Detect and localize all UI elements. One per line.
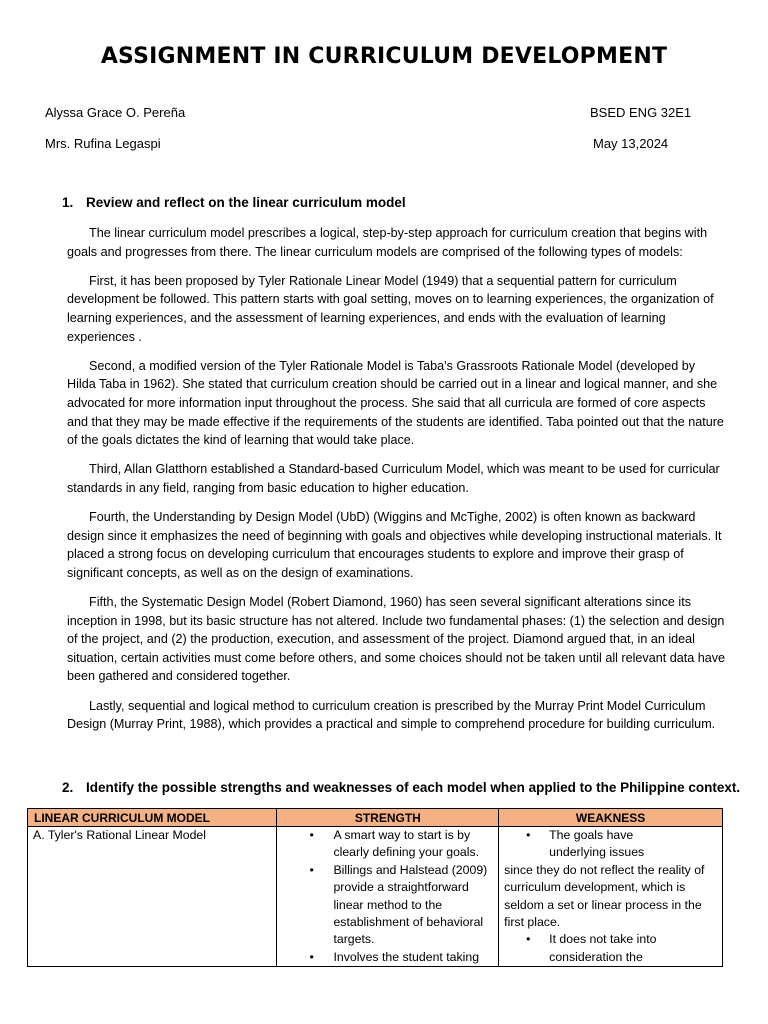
weakness-cell: [499, 827, 723, 967]
paragraph: First, it has been proposed by Tyler Rationale Linear Model (1949) that a sequential pattern for curriculum development be followed. This pattern starts with goal setting, moves on to learning experiences, the organization of learning experiences, and the assessment of learning experiences, and ends with the evaluation of learning experiences .: [67, 273, 714, 344]
column-header-model: LINEAR CURRICULUM MODEL: [28, 809, 277, 827]
weakness-list-more: [504, 931, 717, 966]
section-1-body: [67, 224, 727, 744]
weakness-item: • The goals have underlying issues: [504, 827, 717, 862]
paragraph: Lastly, sequential and logical method to curriculum creation is prescribed by the Murray Print Model Curriculum Design (Murray Print, 1988), which provides a practical and simple to comprehend procedure for building curriculum.: [67, 698, 716, 732]
table-row: [28, 827, 723, 967]
strength-cell: [277, 827, 499, 967]
document-date: May 13,2024: [593, 136, 669, 151]
paragraph: Fourth, the Understanding by Design Model (UbD) (Wiggins and McTighe, 2002) is often known as backward design since it emphasizes the need of beginning with goals and objectives while developing instructional materials. It placed a strong focus on developing curriculum that encourages students to explore and improve their grasp of significant concepts, as well as on the design of examinations.: [67, 510, 722, 580]
weakness-continuation: since they do not reflect the reality of curriculum development, which is seldom a set or linear process in the first place.: [504, 862, 705, 930]
strength-item: • A smart way to start is by clearly defining your goals.: [282, 827, 493, 862]
section-1-number: 1.: [62, 195, 74, 210]
model-cell: A. Tyler's Rational Linear Model: [28, 827, 277, 967]
section-2-number: 2.: [62, 780, 74, 795]
weakness-list: [504, 827, 717, 862]
column-header-weakness: WEAKNESS: [499, 809, 723, 827]
column-header-strength: STRENGTH: [277, 809, 499, 827]
section-2-title: Identify the possible strengths and weaknesses of each model when applied to the Philippine context.: [86, 780, 741, 795]
models-table: [27, 808, 723, 967]
weakness-item: • It does not take into consideration the: [504, 931, 717, 966]
course-section: BSED ENG 32E1: [590, 105, 692, 120]
teacher-name: Mrs. Rufina Legaspi: [45, 136, 161, 151]
document-title: ASSIGNMENT IN CURRICULUM DEVELOPMENT: [100, 44, 668, 69]
strength-list: [282, 827, 493, 966]
section-2-heading: [62, 780, 740, 795]
paragraph: Second, a modified version of the Tyler Rationale Model is Taba's Grassroots Rationale Model (developed by Hilda Taba in 1962). She stated that curriculum creation should be carried out in a linear and logical manner, and she advocated for more information input throughout the process. She said that all curricula are formed of core aspects and that they may be made effective if the requirements of the students are identified. Taba pointed out that the nature of the goals dictates the kind of learning that would take place.: [67, 358, 724, 448]
paragraph: Fifth, the Systematic Design Model (Robert Diamond, 1960) has seen several significant alterations since its inception in 1998, but its basic structure has not altered. Include two fundamental phases: (1) the selection and design of the project, and (2) the production, execution, and assessment of the project. Diamond argued that, in an ideal situation, certain activities must come before others, and some choices should not be taken until all relevant data have been gathered and considered together.: [67, 595, 726, 684]
paragraph: The linear curriculum model prescribes a logical, step-by-step approach for curriculum creation that begins with goals and progresses from there. The linear curriculum models are comprised of the following types of models:: [67, 226, 708, 259]
strength-item: • Billings and Halstead (2009) provide a straightforward linear method to the establishment of behavioral targets.: [282, 862, 493, 949]
paragraph: Third, Allan Glatthorn established a Standard-based Curriculum Model, which was meant to be used for curricular standards in any field, ranging from basic education to higher education.: [67, 462, 720, 495]
table-header-row: [28, 809, 723, 827]
section-1-heading: [62, 195, 406, 210]
student-name: Alyssa Grace O. Pereña: [45, 105, 186, 120]
strength-item: • Involves the student taking: [282, 949, 493, 966]
section-1-title: Review and reflect on the linear curriculum model: [86, 195, 406, 210]
